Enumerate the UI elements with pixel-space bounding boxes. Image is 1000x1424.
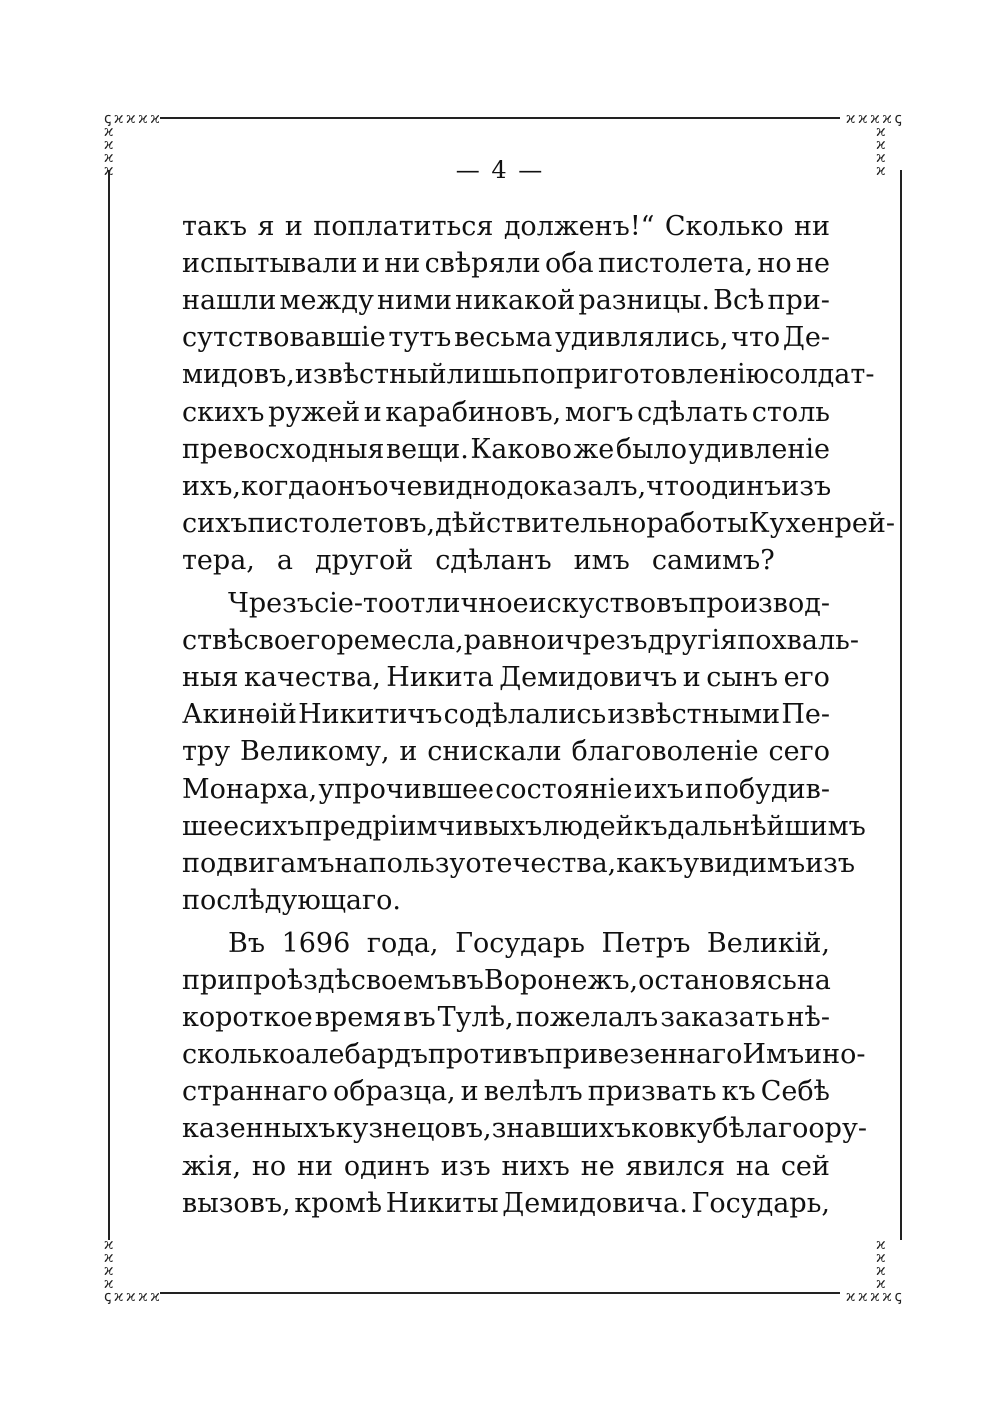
text-line: Въ 1696 года, Государь Петръ Великій, xyxy=(228,927,830,959)
text-line: Монарха, упрочившее состояніе ихъ и побудив- xyxy=(182,773,830,805)
frame-corner-ornament-top-right: ϰ ϰ ϰ ϰ ꞔ ϰ ϰ ϰ ϰ xyxy=(846,109,901,179)
text-line: испытывали и ни свѣряли оба пистолета, но не xyxy=(182,248,830,280)
text-line: жія, но ни одинъ изъ нихъ не явился на сей xyxy=(182,1150,830,1182)
text-line: при проѣздѣ своемъ въ Воронежъ, остановясь на xyxy=(182,965,831,996)
text-line: сколько алебардъ противъ привезеннаго Имъ ино- xyxy=(182,1039,866,1071)
text-line: подвигамъ на пользу отечества, какъ увидимъ изъ xyxy=(182,847,856,879)
text-line: ствѣ своего ремесла, равно и чрезъ другія похваль- xyxy=(182,625,859,657)
text-line: мидовъ, извѣстный лишь по приготовленію солдат- xyxy=(182,359,875,391)
text-line: сихъ пистолетовъ, дѣйствительно работы Кухенрей- xyxy=(182,507,896,539)
text-line: ихъ, когда онъ очевидно доказалъ, что одинъ изъ xyxy=(182,470,832,502)
text-line: послѣдующаго. xyxy=(182,884,402,916)
text-line: Чрезъ сіе-то отличное искуство въ производ- xyxy=(228,588,830,619)
text-line: нашли между ними никакой разницы. Всѣ при- xyxy=(182,285,830,317)
frame-right-line xyxy=(900,170,902,1240)
text-line: сутствовавшіе тутъ весьма удивлялись, что Де- xyxy=(182,322,830,354)
text-line: шее сихъ предріимчивыхъ людей къ дальнѣйшимъ xyxy=(182,810,866,842)
text-line: страннаго образца, и велѣлъ призвать къ Себѣ xyxy=(182,1076,830,1108)
frame-corner-ornament-top-left: ꞔ ϰ ϰ ϰ ϰ ϰ ϰ ϰ ϰ xyxy=(104,109,159,179)
text-line: скихъ ружей и карабиновъ, могъ сдѣлать столь xyxy=(182,396,830,428)
text-line: ныя качества, Никита Демидовичъ и сынъ его xyxy=(182,662,830,694)
text-line: Акинѳій Никитичъ содѣлались извѣстными Пе- xyxy=(182,699,830,731)
frame-bottom-line xyxy=(160,1292,840,1294)
text-line: короткое время въ Тулѣ, пожелалъ заказать нѣ- xyxy=(182,1002,830,1034)
frame-top-line xyxy=(160,117,840,119)
frame-corner-ornament-bottom-right: ϰ ϰ ϰ ϰ ϰ ϰ ϰ ϰ ꞔ xyxy=(846,1235,901,1305)
frame-left-line xyxy=(108,170,110,1240)
text-line: такъ я и поплатиться долженъ!“ Сколько ни xyxy=(182,211,830,242)
text-line: тру Великому, и снискали благоволеніе сего xyxy=(182,736,830,768)
page-number: — 4 — xyxy=(455,156,545,184)
text-line: вызовъ, кромѣ Никиты Демидовича. Государь, xyxy=(182,1187,830,1219)
text-line: превосходныя вещи. Каково же было удивленіе xyxy=(182,433,830,465)
text-line: тера, а другой сдѣланъ имъ самимъ? xyxy=(182,544,775,576)
frame-corner-ornament-bottom-left: ϰ ϰ ϰ ϰ ꞔ ϰ ϰ ϰ ϰ xyxy=(104,1235,159,1305)
text-line: казенныхъ кузнецовъ, знавшихъ ковку бѣлаго ору- xyxy=(182,1113,867,1145)
